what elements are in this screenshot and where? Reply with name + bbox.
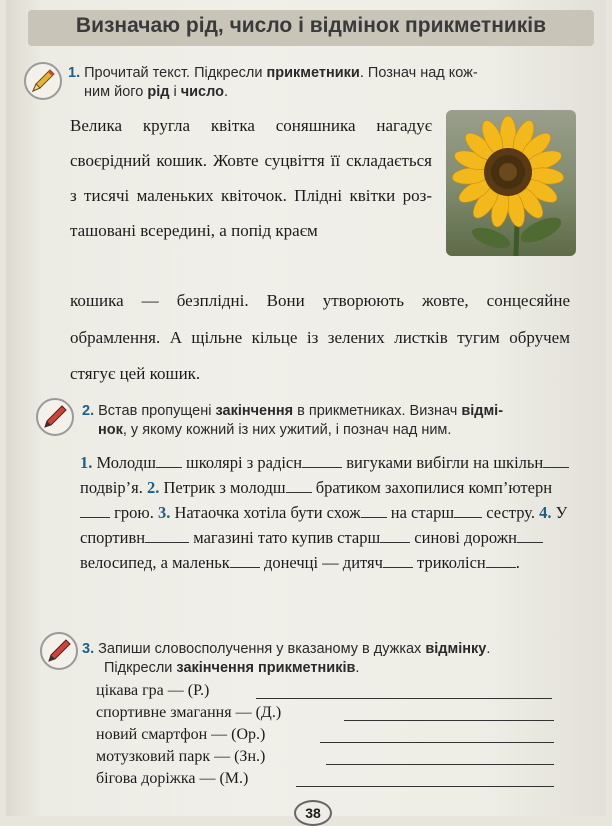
task1-instr-part: . Познач над кож-	[359, 65, 478, 81]
phrase: новий смартфон — (Ор.)	[96, 726, 266, 743]
answer-blank[interactable]	[156, 467, 182, 468]
list-item	[96, 746, 566, 768]
task1-instr-part: .	[224, 84, 229, 100]
answer-blank[interactable]	[145, 542, 189, 543]
phrase: мотузковий парк — (Зн.)	[96, 748, 266, 765]
answer-blank[interactable]	[383, 567, 413, 568]
page-number: 38	[294, 800, 332, 826]
textbook-page	[6, 0, 606, 821]
sentence-text: подвір’я.	[80, 478, 143, 497]
task3-instr-part: Запиши словосполучення у вказаному в дужках	[98, 641, 426, 657]
answer-line[interactable]	[296, 786, 554, 787]
sentence-text: школярі з радісн	[181, 453, 303, 472]
sentence-text: братиком захопилися комп’ютерн	[311, 478, 553, 497]
sentence-text: грою.	[110, 503, 154, 522]
answer-blank[interactable]	[486, 567, 516, 568]
answer-blank[interactable]	[543, 467, 569, 468]
task1-instr-part: Прочитай текст. Підкресли	[84, 65, 267, 81]
answer-line[interactable]	[320, 742, 554, 743]
answer-blank[interactable]	[361, 517, 387, 518]
answer-line[interactable]	[326, 764, 554, 765]
task3-instruction	[82, 640, 574, 678]
task1-number: 1.	[68, 65, 81, 81]
task3-list	[96, 680, 566, 790]
sentence-text: донечці — дитяч	[259, 553, 383, 572]
task1-text-wide: кошика — безплідні. Вони утворюють жовте, сонцесяйне обрамлення. А щільне кільце із зелених листків тугим обручем стягує цей кошик.	[70, 291, 570, 383]
sentence-text: У спортивн	[80, 503, 568, 547]
sunflower-image	[446, 110, 576, 256]
task3-instr-part: .	[355, 660, 360, 676]
sentence-text: .	[515, 553, 520, 572]
phrase: спортивне змагання — (Д.)	[96, 704, 282, 721]
phrase: бігова доріжка — (М.)	[96, 770, 249, 787]
answer-line[interactable]	[344, 720, 554, 721]
sentence-number: 1.	[80, 453, 93, 472]
sentence-text: вигуками вибігли на шкільн	[342, 453, 544, 472]
task1-instruction	[68, 64, 588, 102]
answer-blank[interactable]	[380, 542, 410, 543]
sentence-text: синові дорожн	[410, 528, 517, 547]
list-item	[96, 702, 566, 724]
phrase: цікава гра — (Р.)	[96, 682, 210, 699]
sentence-text: Натаочка хотіла бути схож	[174, 503, 361, 522]
task2-instr-bold: закінчення	[215, 403, 294, 419]
task1-instr-part: ним його	[84, 84, 148, 100]
answer-blank[interactable]	[230, 567, 260, 568]
sentence-number: 4.	[539, 503, 552, 522]
answer-blank[interactable]	[517, 542, 543, 543]
page-header	[28, 10, 594, 46]
task2-instr-part: , у якому кожний із них ужитий, і познач над ним.	[122, 422, 452, 438]
list-item	[96, 724, 566, 746]
task2-number: 2.	[82, 403, 95, 419]
pencil-icon	[24, 62, 62, 100]
task2-instr-bold: нок	[98, 422, 123, 438]
answer-blank[interactable]	[302, 467, 342, 468]
task1-instr-bold: прикметники	[266, 65, 360, 81]
task2-exercise	[80, 450, 570, 575]
sentence-text: на старш	[386, 503, 455, 522]
pen-icon	[36, 398, 74, 436]
task1-instr-bold: рід	[147, 84, 170, 100]
task3-instr-bold: закінчення прикметників	[176, 660, 356, 676]
list-item	[96, 768, 566, 790]
list-item	[96, 680, 566, 702]
sentence-number: 2.	[146, 478, 160, 497]
sentence-text: велосипед, а маленьк	[80, 553, 230, 572]
answer-line[interactable]	[256, 698, 552, 699]
pen-icon	[40, 632, 78, 670]
page-title: Визначаю рід, число і відмінок прикметників	[75, 14, 547, 37]
task2-instr-part: в прикметниках. Визнач	[293, 403, 462, 419]
task3-instr-part: .	[486, 641, 491, 657]
answer-blank[interactable]	[286, 492, 312, 493]
task3-number: 3.	[82, 641, 95, 657]
sentence-text: магазині тато купив старш	[189, 528, 381, 547]
sentence-number: 3.	[157, 503, 171, 522]
sentence-text: сестру.	[482, 503, 535, 522]
task2-instr-bold: відмі-	[461, 403, 504, 419]
answer-blank[interactable]	[454, 517, 482, 518]
task1-instr-part: і	[169, 84, 181, 100]
sentence-text: Молодш	[96, 453, 156, 472]
task3-instr-part: Підкресли	[104, 660, 177, 676]
sentence-text: триколісн	[412, 553, 486, 572]
task1-instr-bold: число	[180, 84, 224, 100]
task2-instruction	[82, 402, 588, 440]
sentence-text: Петрик з молодш	[163, 478, 286, 497]
answer-blank[interactable]	[80, 517, 110, 518]
task2-instr-part: Встав пропущені	[98, 403, 216, 419]
task3-instr-bold: відмінку	[425, 641, 487, 657]
task1-text-narrow: Велика кругла квітка соняшника нагадує своєрідний кошик. Жовте суцвіття її складається з тисячі маленьких квіточок. Плідні квітки розташовані всередині, а попід краєм	[70, 116, 432, 240]
